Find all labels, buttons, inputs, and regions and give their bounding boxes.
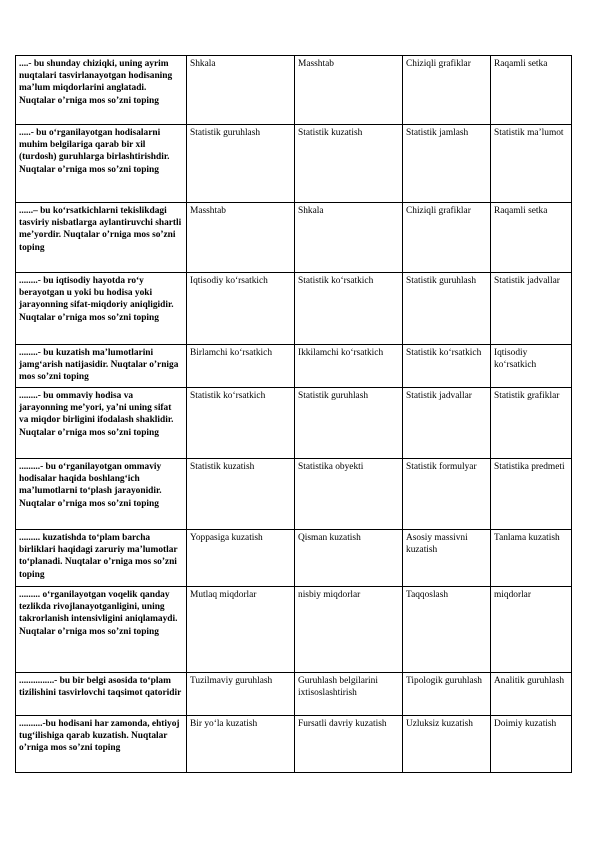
option-cell: Shkala [187, 56, 295, 125]
option-cell: Mutlaq miqdorlar [187, 587, 295, 673]
option-cell: Statistik kuzatish [295, 125, 403, 203]
option-cell: Masshtab [187, 203, 295, 273]
option-cell: Iqtisodiy ko‘rsatkich [187, 273, 295, 345]
option-cell: Iqtisodiy ko‘rsatkich [491, 345, 572, 388]
option-cell: Statistik kuzatish [187, 459, 295, 530]
question-cell: ........- bu iqtisodiy hayotda ro‘y berayotgan u yoki bu hodisa yoki jarayonning sifat-miqdoriy aniqligidir. Nuqtalar o’rniga mos so’zni toping [16, 273, 187, 345]
table-row [16, 716, 572, 773]
option-cell: Raqamli setka [491, 203, 572, 273]
option-cell: Raqamli setka [491, 56, 572, 125]
table-row [16, 388, 572, 459]
option-cell: Tipologik guruhlash [403, 673, 491, 716]
option-cell: Yoppasiga kuzatish [187, 530, 295, 587]
question-cell: ......... o‘rganilayotgan voqelik qanday tezlikda rivojlanayotganligini, uning takrorlanish intensivligini aniqlamaydi. Nuqtalar o’rniga mos so’zni toping [16, 587, 187, 673]
option-cell: Statistik guruhlash [187, 125, 295, 203]
option-cell: Statistik jadvallar [403, 388, 491, 459]
option-cell: Statistik formulyar [403, 459, 491, 530]
question-cell: ........- bu kuzatish ma’lumotlarini jamg‘arish natijasidir. Nuqtalar o’rniga mos so’zni toping [16, 345, 187, 388]
option-cell: Birlamchi ko‘rsatkich [187, 345, 295, 388]
quiz-table [15, 55, 572, 773]
option-cell: Tuzilmaviy guruhlash [187, 673, 295, 716]
option-cell: miqdorlar [491, 587, 572, 673]
table-row [16, 530, 572, 587]
option-cell: Statistik jamlash [403, 125, 491, 203]
option-cell: Statistik guruhlash [295, 388, 403, 459]
question-cell: ....- bu shunday chiziqki, uning ayrim nuqtalari tasvirlanayotgan hodisaning ma’lum miqdorlarini anglatadi. Nuqtalar o’rniga mos so’zni toping [16, 56, 187, 125]
table-row [16, 203, 572, 273]
option-cell: Statistika predmeti [491, 459, 572, 530]
question-cell: ......... kuzatishda to‘plam barcha birliklari haqidagi zaruriy ma’lumotlar to‘planadi. Nuqtalar o’rniga mos so’zni toping [16, 530, 187, 587]
option-cell: Chiziqli grafiklar [403, 56, 491, 125]
option-cell: Statistika obyekti [295, 459, 403, 530]
table-row [16, 56, 572, 125]
option-cell: Statistik guruhlash [403, 273, 491, 345]
option-cell: Masshtab [295, 56, 403, 125]
question-cell: ..........-bu hodisani har zamonda, ehtiyoj tug‘ilishiga qarab kuzatish. Nuqtalar o’rniga mos so’zni toping [16, 716, 187, 773]
option-cell: Taqqoslash [403, 587, 491, 673]
option-cell: nisbiy miqdorlar [295, 587, 403, 673]
option-cell: Shkala [295, 203, 403, 273]
option-cell: Bir yo‘la kuzatish [187, 716, 295, 773]
option-cell: Fursatli davriy kuzatish [295, 716, 403, 773]
table-row [16, 125, 572, 203]
question-cell: ...............- bu bir belgi asosida to‘plam tizilishini tasvirlovchi taqsimot qatoridir [16, 673, 187, 716]
option-cell: Asosiy massivni kuzatish [403, 530, 491, 587]
option-cell: Statistik ko‘rsatkich [295, 273, 403, 345]
option-cell: Statistik ko‘rsatkich [187, 388, 295, 459]
table-row [16, 345, 572, 388]
option-cell: Statistik jadvallar [491, 273, 572, 345]
option-cell: Statistik ma’lumot [491, 125, 572, 203]
question-cell: ......– bu ko‘rsatkichlarni tekislikdagi tasviriy nisbatlarga aylantiruvchi shartli me’yordir. Nuqtalar o’rniga mos so’zni toping [16, 203, 187, 273]
option-cell: Ikkilamchi ko‘rsatkich [295, 345, 403, 388]
table-row [16, 587, 572, 673]
option-cell: Uzluksiz kuzatish [403, 716, 491, 773]
option-cell: Guruhlash belgilarini ixtisoslashtirish [295, 673, 403, 716]
document-page [15, 55, 571, 773]
question-cell: ........- bu ommaviy hodisa va jarayonning me’yori, ya’ni uning sifat va miqdor birligini ifodalash shaklidir. Nuqtalar o’rniga mos so’zni toping [16, 388, 187, 459]
question-cell: .....- bu o‘rganilayotgan hodisalarni muhim belgilariga qarab bir xil (turdosh) guruhlarga birlashtirishdir. Nuqtalar o’rniga mos so’zni toping [16, 125, 187, 203]
option-cell: Qisman kuzatish [295, 530, 403, 587]
option-cell: Doimiy kuzatish [491, 716, 572, 773]
option-cell: Statistik grafiklar [491, 388, 572, 459]
table-row [16, 673, 572, 716]
option-cell: Tanlama kuzatish [491, 530, 572, 587]
option-cell: Chiziqli grafiklar [403, 203, 491, 273]
table-row [16, 273, 572, 345]
question-cell: .........- bu o‘rganilayotgan ommaviy hodisalar haqida boshlang‘ich ma’lumotlarni to‘plash jarayonidir. Nuqtalar o’rniga mos so’zni toping [16, 459, 187, 530]
table-row [16, 459, 572, 530]
option-cell: Statistik ko‘rsatkich [403, 345, 491, 388]
option-cell: Analitik guruhlash [491, 673, 572, 716]
